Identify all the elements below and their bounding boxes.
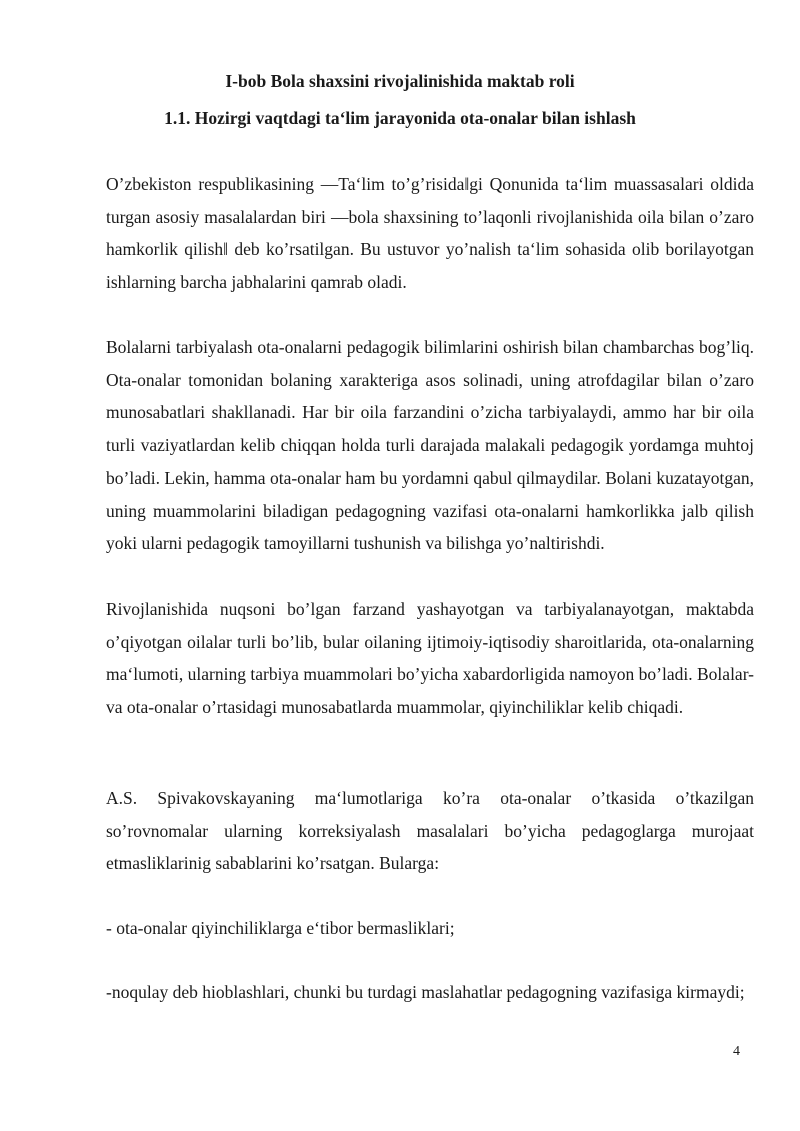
page-number: 4 bbox=[733, 1044, 740, 1059]
paragraph: Bolalarni tarbiyalash ota-onalarni pedagogik bilimlarini oshirish bilan chambarchas bog’liq. Ota-onalar tomonidan bolaning xarakteriga asos solinadi, uning atrofdagilar bilan o’zaro munosabatlari shakllanadi. Har bir oila farzandini o’zicha tarbiyalaydi, ammo har bir oila turli vaziyatlardan kelib chiqqan holda turli darajada malakali pedagogik yordamga muhtoj bo’ladi. Lekin, hamma ota-onalar ham bu yordamni qabul qilmaydilar. Bolani kuzatayotgan, uning muammolarini biladigan pedagogning vazifasi ota-onalarni hamkorlikka jalb qilish yoki ularni pedagogik tamoyillarni tushunish va bilishga yo’naltirishdi. bbox=[106, 337, 754, 554]
section-title: 1.1. Hozirgi vaqtdagi ta‘lim jarayonida ota-onalar bilan ishlash bbox=[164, 108, 636, 128]
paragraph: O’zbekiston respublikasining ―Ta‘lim to’g’risida‖gi Qonunida ta‘lim muassasalari oldida turgan asosiy masalalardan biri ―bola shaxsining to’laqonli rivojlanishida oila bilan o’zaro hamkorlik qilish‖ deb ko’rsatilgan. Bu ustuvor yo’nalish ta‘lim sohasida olib borilayotgan ishlarning barcha jabhalarini qamrab oladi. bbox=[106, 174, 754, 293]
paragraph: A.S. Spivakovskayaning ma‘lumotlariga ko’ra ota-onalar o’tkasida o’tkazilgan so’rovnomalar ularning korreksiyalash masalalari bo’yicha pedagoglarga murojaat etmasliklarinig sabablarini ko’rsatgan. Bularga: bbox=[106, 788, 754, 874]
list-item: -noqulay deb hioblashlari, chunki bu turdagi maslahatlar pedagogning vazifasiga kirmaydi; bbox=[106, 982, 745, 1002]
paragraph: Rivojlanishida nuqsoni bo’lgan farzand yashayotgan va tarbiyalanayotgan, maktabda o’qiyotgan oilalar turli bo’lib, bular oilaning ijtimoiy-iqtisodiy sharoitlarida, ota-onalarning ma‘lumoti, ularning tarbiya muammolari bo’yicha xabardorligida namoyon bo’ladi. Bolalar-va ota-onalar o’rtasidagi munosabatlarda muammolar, qiyinchiliklar kelib chiqadi. bbox=[106, 599, 754, 718]
list-item: - ota-onalar qiyinchiliklarga e‘tibor bermasliklari; bbox=[106, 918, 455, 938]
chapter-title: I-bob Bola shaxsini rivojalinishida maktab roli bbox=[225, 71, 575, 91]
